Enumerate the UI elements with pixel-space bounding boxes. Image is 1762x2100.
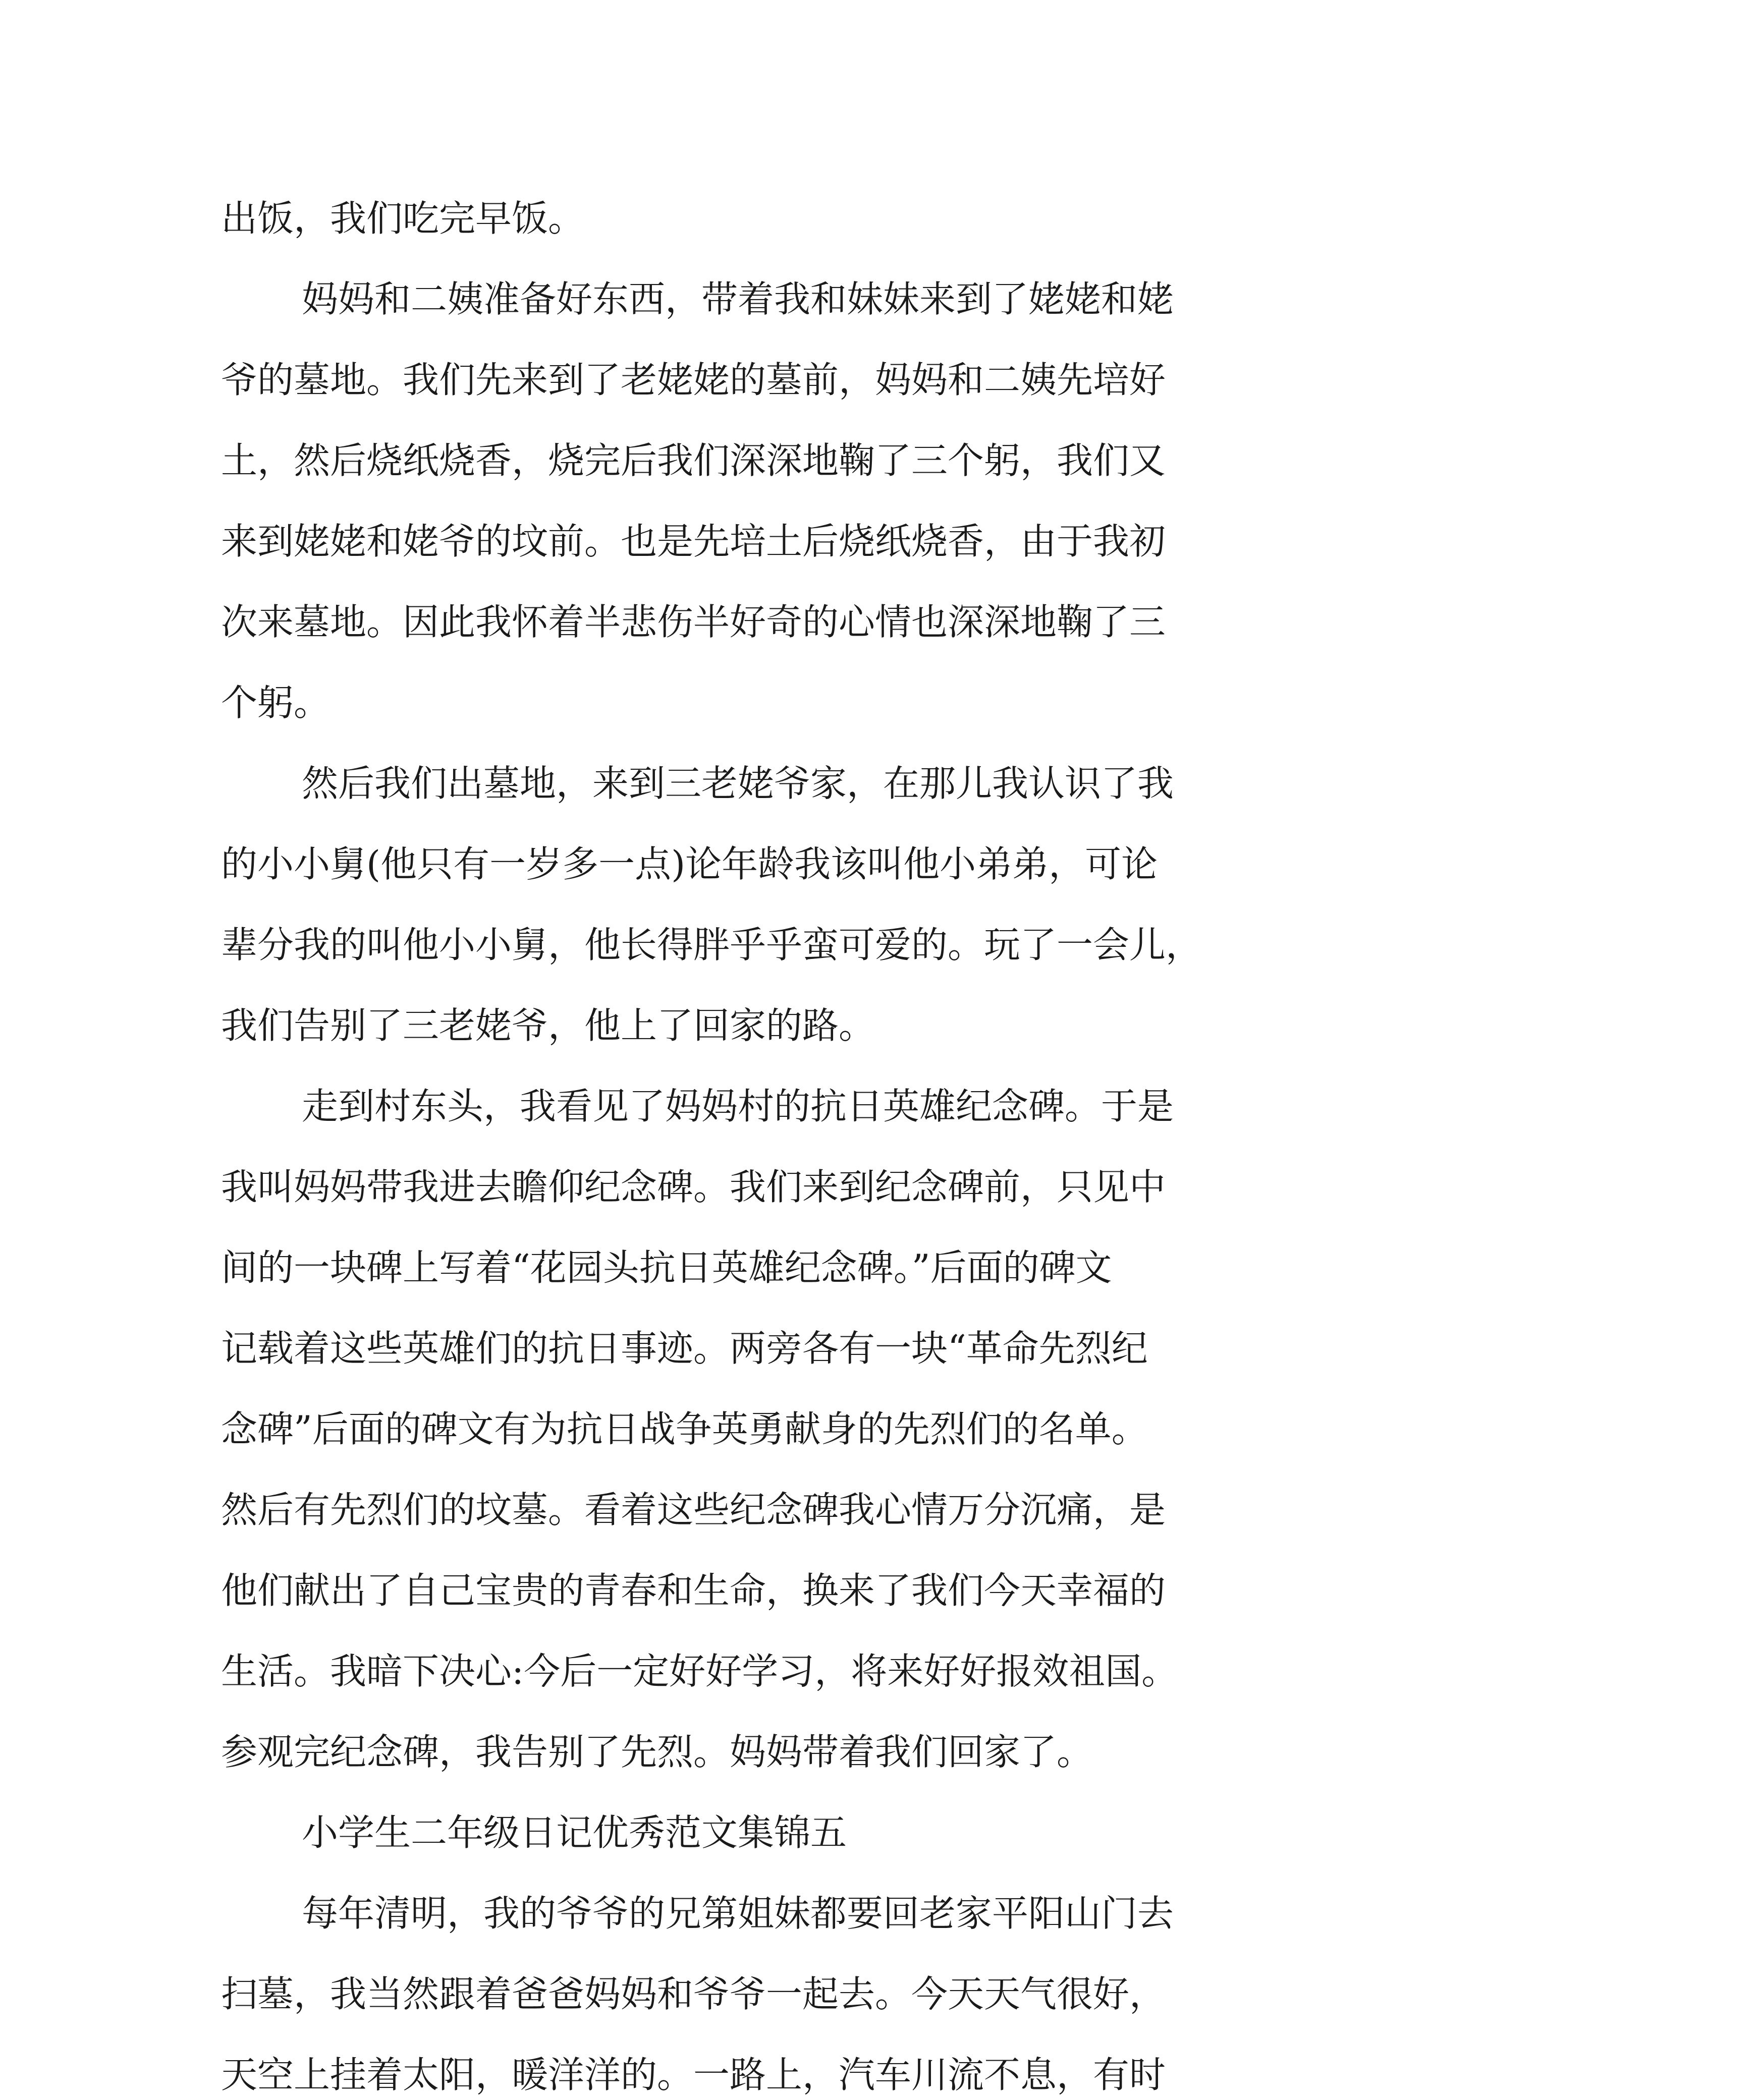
text-line: 的小小舅(他只有一岁多一点)论年龄我该叫他小弟弟，可论 [221,843,1158,885]
text-line: 走到村东头，我看见了妈妈村的抗日英雄纪念碑。于是 [302,1085,1174,1127]
text-line: 我叫妈妈带我进去瞻仰纪念碑。我们来到纪念碑前，只见中 [221,1166,1166,1208]
text-line: 出饭，我们吃完早饭。 [221,197,585,240]
text-line: 土，然后烧纸烧香，烧完后我们深深地鞠了三个躬，我们又 [221,439,1166,482]
text-line: 生活。我暗下决心:今后一定好好学习，将来好好报效祖国。 [221,1650,1178,1692]
text-line: 然后我们出墓地，来到三老姥爷家，在那儿我认识了我 [302,762,1174,805]
text-line: 扫墓，我当然跟着爸爸妈妈和爷爷一起去。今天天气很好， [221,1973,1166,2015]
text-line: 他们献出了自己宝贵的青春和生命，换来了我们今天幸福的 [221,1569,1166,1612]
text-line: 天空上挂着太阳，暖洋洋的。一路上，汽车川流不息，有时 [221,2054,1166,2096]
text-line: 来到姥姥和姥爷的坟前。也是先培土后烧纸烧香，由于我初 [221,520,1166,562]
text-line: 然后有先烈们的坟墓。看着这些纪念碑我心情万分沉痛，是 [221,1489,1166,1531]
text-line: 记载着这些英雄们的抗日事迹。两旁各有一块“革命先烈纪 [221,1327,1148,1370]
text-line: 我们告别了三老姥爷，他上了回家的路。 [221,1004,875,1047]
section-heading: 小学生二年级日记优秀范文集锦五 [302,1811,847,1854]
text-line: 念碑”后面的碑文有为抗日战争英勇献身的先烈们的名单。 [221,1408,1148,1450]
text-line: 次来墓地。因此我怀着半悲伤半好奇的心情也深深地鞠了三 [221,601,1166,643]
text-line: 间的一块碑上写着“花园头抗日英雄纪念碑。”后面的碑文 [221,1246,1112,1289]
text-line: 爷的墓地。我们先来到了老姥姥的墓前，妈妈和二姨先培好 [221,359,1166,401]
text-line: 辈分我的叫他小小舅，他长得胖乎乎蛮可爱的。玩了一会儿， [221,924,1202,966]
text-line: 个躬。 [221,682,331,724]
text-line: 妈妈和二姨准备好东西，带着我和妹妹来到了姥姥和姥 [302,278,1174,320]
text-line: 参观完纪念碑，我告别了先烈。妈妈带着我们回家了。 [221,1731,1093,1773]
text-line: 每年清明，我的爷爷的兄第姐妹都要回老家平阳山门去 [302,1892,1174,1935]
